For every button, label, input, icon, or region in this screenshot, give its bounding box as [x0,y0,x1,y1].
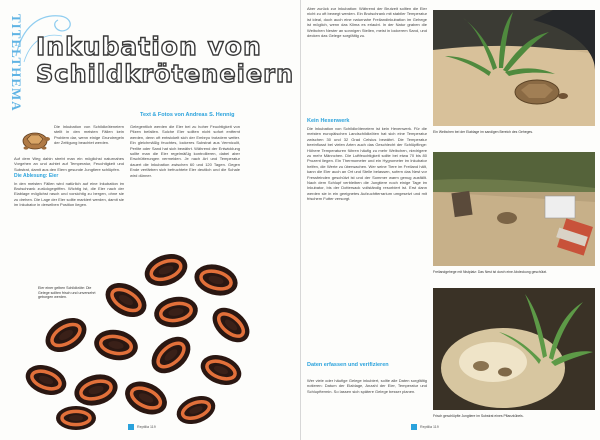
right-body-middle: Die Inkubation von Schildkröteneiern ist kein Hexenwerk. Für die meisten europäischen Landschildkröten hat sich eine Temperatur zwischen 30 und 32 Grad Celsius bewährt. Die Temperatur beeinflusst bei vielen Arten auch das Geschlecht der Schlüpflinge: Höhere Temperaturen führen häufig zu mehr Weibchen, niedrigere zu mehr Männchen. Die Luftfeuchtigkeit sollte bei etwa 70 bis 80 Prozent liegen. Ein Thermometer und ein Hygrometer im Inkubator helfen, die Werte zu überwachen. Wer seine Tiere im Freiland hält, kann die Eier auch an Ort und Stelle belassen, sofern das Nest vor Fressfeinden geschützt ist und der Sommer warm genug ausfällt. Nach dem Schlupf verbleiben die Jungtiere noch einige Tage im Inkubator, bis der Dottersack vollständig resorbiert ist. Erst dann werden sie in ein geeignetes Aufzuchtterrarium umgesetzt und mit frischem Futter versorgt. [307,126,427,202]
intro-paragraph-a: Die Inkubation von Schildkröteneiern stellt in den meisten Fällen kein Problem dar, wenn einige Grundregeln der Zeitigung beachtet werden. [54,124,124,146]
page-number-right [411,424,439,430]
turtle-egg [145,329,198,380]
right-column-top [307,6,427,116]
page-number-left [128,424,156,430]
turtle-egg [152,293,201,330]
page-number-text: Reptilia 119 [420,425,439,429]
section-label: TITELTHEMA [9,14,24,112]
intro-paragraph-b: Auf dem Weg dahin strebt man ein möglichst naturnahes Vorgehen an und achtet auf Temperatur, Feuchtigkeit und Substrat, damit aus den Eiern gesunde Jungtiere schlüpfen. [14,156,124,172]
right-page [300,0,600,440]
turtle-egg [206,301,256,349]
subheading-ablesung: Die Ablesung: Eier [14,173,59,180]
turtle-egg [21,360,70,401]
byline: Text & Fotos von Andreas S. Hennig [140,112,235,118]
article-title-line-1: Inkubation von [36,32,262,61]
turtle-egg [196,350,245,391]
body-paragraph-b: Gelegentlich werden die Eier bei zu hoher Feuchtigkeit von Pilzen befallen. Solche Eier sollten nicht sofort entfernt werden, denn oft entwickelt sich der Embryo trotzdem weiter. Ein gleichmäßig feuchtes, lockeres Substrat aus Vermiculit, Perlite oder Sand hat sich bewährt. Während der Entwicklung sollte man die Eier regelmäßig kontrollieren, dabei aber Erschütterungen vermeiden. Je nach Art und Temperatur dauert die Inkubation zwischen 60 und 120 Tagen. Gegen Ende verfärben sich befruchtete Eier deutlich und die Schale wird dünner. [130,124,240,178]
turtle-egg [173,391,219,429]
turtle-egg [71,370,121,410]
photo-caption-2: Freilandgehege mit Nistplatz: Das Nest ist durch eine Abdeckung geschützt. [433,270,548,274]
intro-column-a [54,124,124,156]
page-number-text: Reptilia 119 [137,425,156,429]
egg-photo-caption: Eier einer gelben Schildkröte: Die Gelege sollten frisch und unversehrt geborgen werden. [38,286,96,300]
turtle-egg [191,260,241,300]
photo-caption-3: Frisch geschlüpfte Jungtiere im Substrat eines Pflanzkübels. [433,414,524,418]
subheading-hexenwerk: Kein Hexenwerk [307,118,350,124]
right-body-top: Aber zurück zur Inkubation: Während der Brutzeit sollten die Eier nicht zu oft bewegt werden. Ein Brutschrank mit stabiler Temperatur ist ideal, doch auch eine naturnahe Freilandinkubation im Gehege ist möglich, wenn das Klima es erlaubt. In der Natur graben die Weibchen Nester an sonnigen Stellen, meist in lockerem Sand, und decken das Gelege sorgfältig zu. [307,6,427,39]
page-number-marker [128,424,134,430]
turtle-egg [39,311,92,359]
photo-hatchlings-planter [433,288,595,410]
right-body-bottom: Wer viele oder häufige Gelege inkubiert, sollte alle Daten sorgfältig notieren: Datum der Eiablage, Anzahl der Eier, Temperatur und Schlupftermin. So lassen sich spätere Gelege besser planen. [307,378,427,394]
photo-caption-1: Ein Weibchen bei der Eiablage im sandigen Bereich des Geheges. [433,130,534,134]
photo-turtle-nesting [433,10,595,126]
page-number-marker [411,424,417,430]
turtle-egg [99,276,152,324]
turtle-eggs-photo [6,240,276,430]
subheading-daten: Daten erfassen und verifizieren [307,362,389,368]
body-column-right [130,124,240,254]
turtle-egg [140,248,192,291]
right-column-middle [307,126,427,358]
turtle-egg [56,406,96,430]
turtle-egg [120,375,173,421]
right-column-bottom [307,378,427,422]
article-title-line-2: Schildkröteneiern [36,60,295,88]
turtle-icon [20,126,50,152]
body-paragraph-a: In den meisten Fällen wird natürlich auf eine Inkubation im Brutschrank zurückgegriffen. Wichtig ist, die Eier nach der Eiablage möglichst rasch und vorsichtig zu bergen, ohne sie zu drehen. Die Lage der Eier sollte markiert werden, damit sie im Inkubator in derselben Position liegen. [14,180,124,208]
turtle-egg [92,326,141,363]
photo-outdoor-enclosure [433,152,595,266]
